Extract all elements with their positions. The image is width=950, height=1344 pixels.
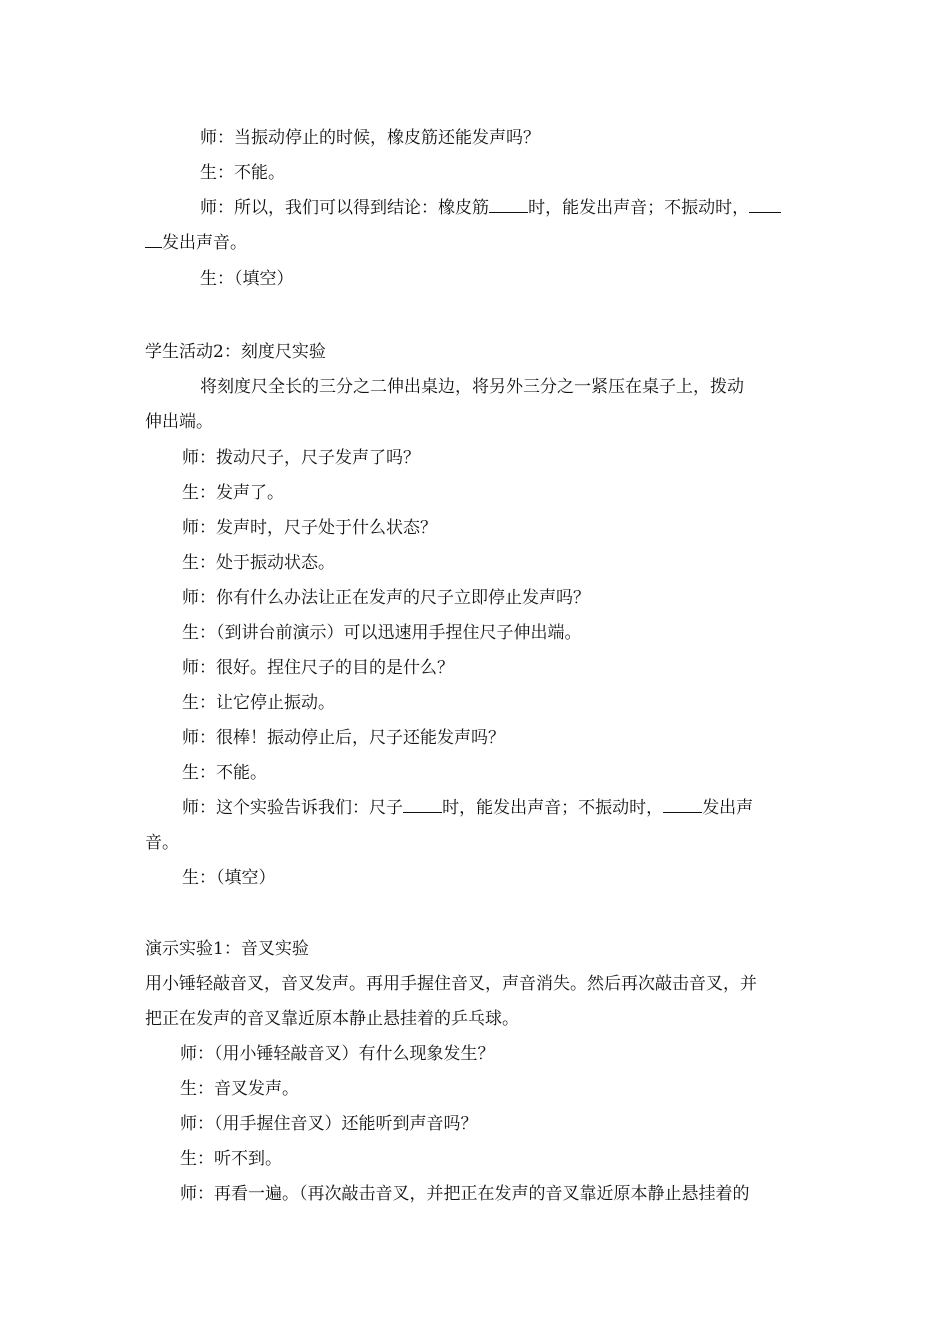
dialogue-line: 生：发声了。 (182, 483, 284, 503)
dialogue-line: 师：你有什么办法让正在发声的尺子立即停止发声吗？ (182, 588, 590, 608)
dialogue-line: 生：（到讲台前演示）可以迅速用手捏住尺子伸出端。 (182, 623, 582, 643)
dialogue-line: 生：听不到。 (180, 1149, 282, 1169)
dialogue-line (145, 231, 815, 255)
dialogue-line: 生：让它停止振动。 (182, 693, 335, 713)
dialogue-line: 生：处于振动状态。 (182, 553, 335, 573)
fill-blank-text: 师：这个实验告诉我们：尺子 (182, 798, 403, 818)
dialogue-line: 师：再看一遍。（再次敲击音叉，并把正在发声的音叉靠近原本静止悬挂着的 (180, 1184, 750, 1204)
dialogue-line: 生：（填空） (200, 269, 294, 289)
dialogue-line: 师：当振动停止的时候，橡皮筋还能发声吗？ (200, 128, 540, 148)
dialogue-line: 生：音叉发声。 (180, 1079, 299, 1099)
paragraph-line: 把正在发声的音叉靠近原本静止悬挂着的乒乓球。 (145, 1009, 519, 1029)
dialogue-line: 师：拨动尺子，尺子发声了吗？ (182, 448, 420, 468)
dialogue-line: 生：不能。 (182, 763, 267, 783)
paragraph-line: 将刻度尺全长的三分之二伸出桌边，将另外三分之一紧压在桌子上，拨动 (200, 377, 744, 397)
dialogue-line: 师：很棒！振动停止后，尺子还能发声吗？ (182, 728, 505, 748)
fill-blank-text: 师：所以，我们可以得到结论：橡皮筋 (200, 198, 489, 218)
dialogue-line: 生：不能。 (200, 163, 285, 183)
fill-blank (663, 798, 702, 813)
dialogue-line: 生：（填空） (182, 868, 276, 888)
paragraph-line: 伸出端。 (145, 412, 213, 432)
section-heading: 学生活动2：刻度尺实验 (145, 342, 326, 362)
fill-blank-text: 发出声 (702, 798, 754, 818)
fill-blank (489, 198, 528, 213)
dialogue-line: 音。 (145, 833, 179, 853)
dialogue-line (200, 196, 870, 220)
dialogue-line: 师：很好。捏住尺子的目的是什么？ (182, 658, 454, 678)
fill-blank-text: 时，能发出声音；不振动时， (442, 798, 664, 818)
section-heading: 演示实验1：音叉实验 (145, 939, 309, 959)
dialogue-line: 师：（用小锤轻敲音叉）有什么现象发生？ (180, 1044, 495, 1064)
dialogue-line: 师：发声时，尺子处于什么状态？ (182, 518, 437, 538)
dialogue-line (182, 796, 852, 820)
paragraph-line: 用小锤轻敲音叉，音叉发声。再用手握住音叉，声音消失。然后再次敲击音叉，并 (145, 974, 757, 994)
fill-blank-text: 时，能发出声音；不振动时， (528, 198, 750, 218)
fill-blank-text: 发出声音。 (162, 233, 247, 253)
fill-blank (749, 198, 781, 213)
fill-blank (403, 798, 442, 813)
dialogue-line: 师：（用手握住音叉）还能听到声音吗？ (180, 1114, 478, 1134)
fill-blank (145, 233, 162, 248)
